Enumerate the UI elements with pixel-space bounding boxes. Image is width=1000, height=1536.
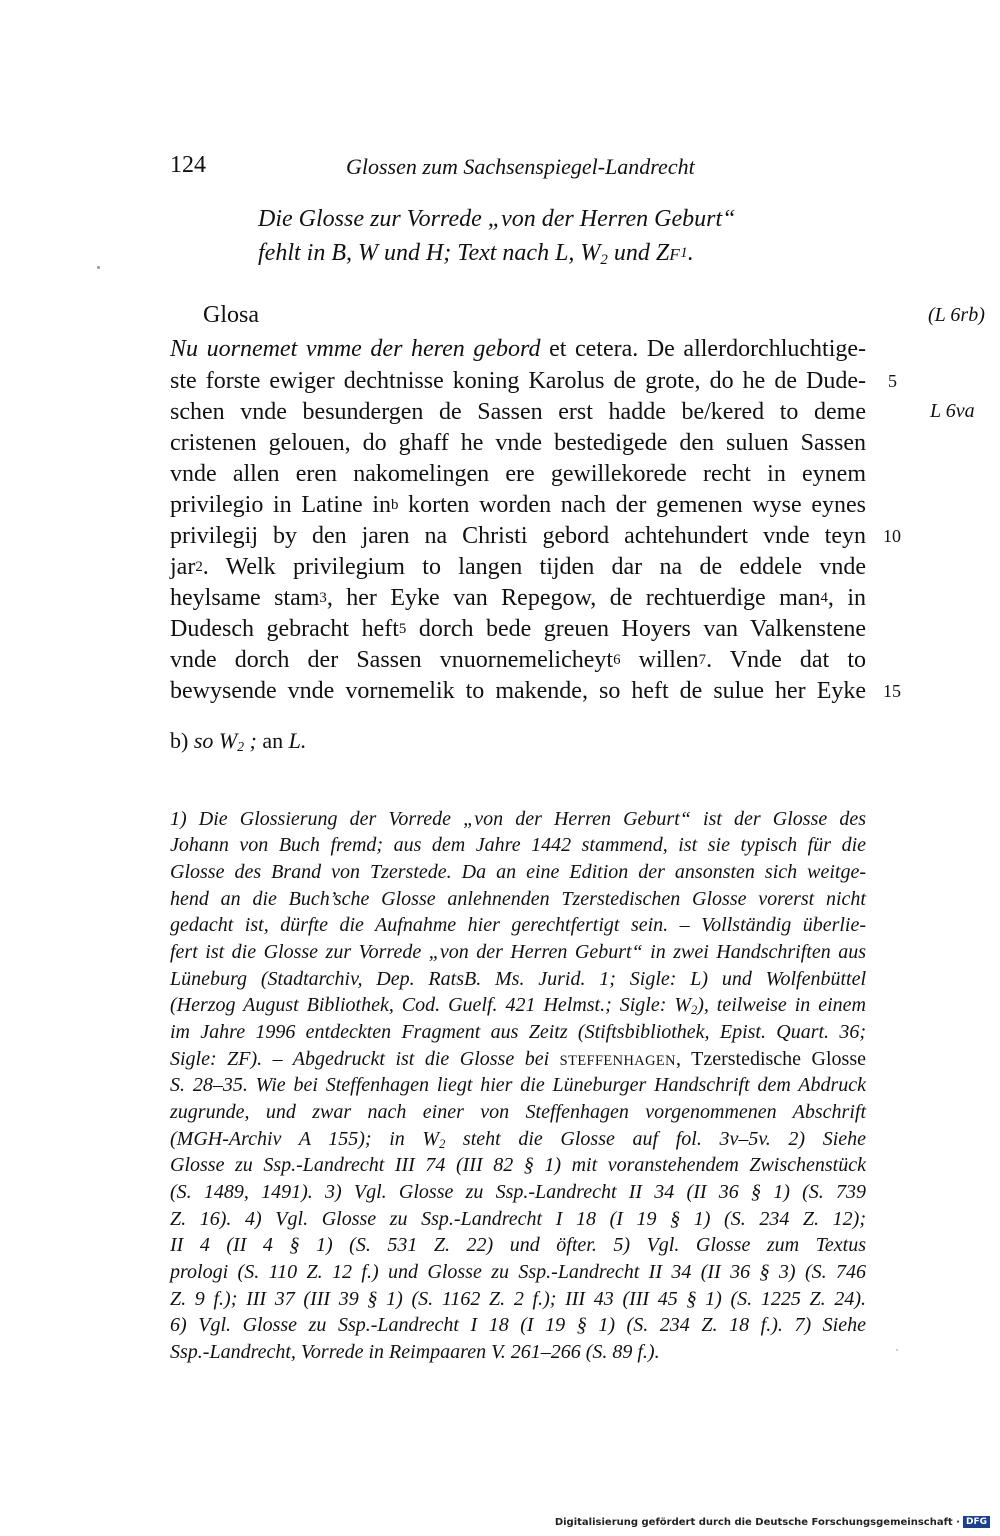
footnote-line-14: Glosse zu Ssp.-Landrecht III 74 (III 82 § 1) mit voranstehendem Zwischenstück: [170, 1154, 866, 1176]
footnote-line-4: hend an die Buch’sche Glosse anlehnenden Tzerstedischen Glosse vorerst nicht: [170, 888, 866, 910]
footnote-line-17: II 4 (II 4 § 1) (S. 531 Z. 22) und öfter. 5) Vgl. Glosse zum Textus: [170, 1234, 866, 1256]
footnote-b: b) so $W_2$ ; an L.: [170, 728, 307, 755]
page-header: [0, 152, 1000, 186]
scan-speck: [896, 1349, 898, 1351]
body-line-11: vnde dorch der Sassen vnuornemelicheyt$^6$ willen$^7$. Vnde dat to: [170, 647, 866, 673]
footnote-line-15: (S. 1489, 1491). 3) Vgl. Glosse zu Ssp.-Landrecht II 34 (II 36 § 1) (S. 739: [170, 1181, 866, 1203]
line-number-10: 10: [883, 526, 901, 546]
footnote-line-3: Glosse des Brand von Tzerstede. Da an eine Edition der ansonsten sich weitge-: [170, 861, 866, 883]
body-line-1: Nu uornemet vmme der heren gebord et cetera. De allerdorchluchtige-: [170, 336, 867, 362]
footnote-line-20: 6) Vgl. Glosse zu Ssp.-Landrecht I 18 (I 19 § 1) (S. 234 Z. 18 f.). 7) Siehe: [170, 1314, 866, 1336]
footnote-line-9: im Jahre 1996 entdeckten Fragment aus Zeitz (Stiftsbibliothek, Epist. Quart. 36;: [170, 1021, 866, 1043]
line-number-5: 5: [888, 371, 897, 391]
body-line-3: schen vnde besundergen de Sassen erst hadde be/kered to deme: [170, 399, 866, 425]
footnote-line-18: prologi (S. 110 Z. 12 f.) und Glosse zu Ssp.-Landrecht II 34 (II 36 § 3) (S. 746: [170, 1261, 866, 1283]
scan-speck: [97, 266, 100, 269]
footnote-line-10: Sigle: ZF). – Abgedruckt ist die Glosse bei STEFFENHAGEN, Tzerstedische Glosse: [170, 1048, 866, 1070]
body-line-2: ste forste ewiger dechtnisse koning Karolus de grote, do he de Dude-: [170, 368, 866, 394]
body-line-5: vnde allen eren nakomelingen ere gewillekorede recht in eynem: [170, 461, 866, 487]
footnote-line-1: 1) Die Glossierung der Vorrede „von der Herren Geburt“ ist der Glosse des: [170, 808, 866, 830]
body-line-6: privilegio in Latine $in^b$ korten worden nach der gemenen wyse eynes: [170, 492, 866, 518]
body-line-10: Dudesch gebracht heft$^5$ dorch bede greuen Hoyers van Valkenstene: [170, 616, 866, 642]
glosa-heading: Glosa: [203, 302, 259, 328]
footnote-line-8: (Herzog August Bibliothek, Cod. Guelf. 421 Helmst.; Sigle: $W_2$), teilweise in einem: [170, 994, 867, 1018]
footnote-line-2: Johann von Buch fremd; aus dem Jahre 1442 stammend, ist sie typisch für die: [170, 834, 866, 856]
footnote-line-5: gedacht ist, dürfte die Aufnahme hier gerechtfertigt sein. – Vollständig überlie-: [170, 914, 866, 936]
footnote-line-7: Lüneburg (Stadtarchiv, Dep. RatsB. Ms. Jurid. 1; Sigle: L) und Wolfenbüttel: [170, 968, 866, 990]
dfg-credit: [555, 1516, 990, 1528]
dfg-logo-icon: DFG: [963, 1516, 990, 1528]
subtitle-line-1: Die Glosse zur Vorrede „von der Herren Geburt“: [258, 206, 736, 232]
page-number: 124: [170, 152, 206, 178]
margin-note-l6rb: (L 6rb): [928, 304, 985, 326]
footnote-line-21: Ssp.-Landrecht, Vorrede in Reimpaaren V. 261–266 (S. 89 f.).: [170, 1341, 660, 1363]
footnote-line-11: S. 28–35. Wie bei Steffenhagen liegt hier die Lüneburger Handschrift dem Abdruck: [170, 1074, 866, 1096]
body-line-9: heylsame stam$^3$, her Eyke van Repegow, de rechtuerdige man$^4$, in: [170, 585, 867, 611]
body-line-12: bewysende vnde vornemelik to makende, so heft de sulue her Eyke: [170, 678, 866, 704]
body-line-8: jar$^2$. Welk privilegium to langen tijden dar na de eddele vnde: [170, 554, 866, 580]
footnote-line-19: Z. 9 f.); III 37 (III 39 § 1) (S. 1162 Z. 2 f.); III 43 (III 45 § 1) (S. 1225 Z. 24).: [170, 1288, 866, 1310]
footnote-line-16: Z. 16). 4) Vgl. Glosse zu Ssp.-Landrecht I 18 (I 19 § 1) (S. 234 Z. 12);: [170, 1208, 866, 1230]
body-line-4: cristenen gelouen, do ghaff he vnde bestedigede den suluen Sassen: [170, 430, 866, 456]
line-number-15: 15: [883, 681, 901, 701]
footnote-line-12: zugrunde, und zwar nach einer von Steffenhagen vorgenommenen Abschrift: [170, 1101, 866, 1123]
margin-note-l6va: L 6va: [930, 400, 975, 422]
footnote-line-6: fert ist die Glosse zur Vorrede „von der Herren Geburt“ in zwei Handschriften aus: [170, 941, 866, 963]
subtitle-line-2: fehlt in B, W und H; Text nach L, $W_2$ und $ZF^1$.: [258, 240, 694, 268]
body-line-7: privilegij by den jaren na Christi gebord achtehundert vnde teyn: [170, 523, 866, 549]
footnote-line-13: (MGH-Archiv A 155); in $W_2$ steht die Glosse auf fol. 3v–5v. 2) Siehe: [170, 1128, 867, 1152]
dfg-credit-text: Digitalisierung gefördert durch die Deutsche Forschungsgemeinschaft ·: [554, 1516, 960, 1528]
running-title: Glossen zum Sachsenspiegel-Landrecht: [346, 154, 695, 179]
